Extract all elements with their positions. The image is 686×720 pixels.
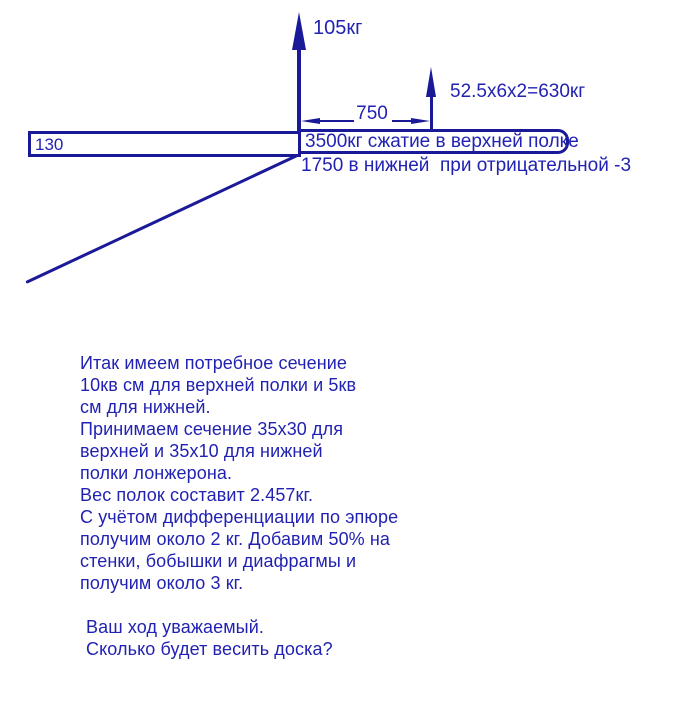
dimension-line-segment [318,120,354,122]
note-line: стенки, бобышки и диафрагмы и [80,551,357,571]
note-line: Итак имеем потребное сечение [80,353,347,373]
below-beam-label: 1750 в нижней при отрицательной -3 [301,155,632,176]
main-force-label: 105кг [313,17,363,39]
closing-line: Сколько будет весить доска? [86,639,333,659]
note-line: получим около 3 кг. [80,573,244,593]
note-line: см для нижней. [80,397,211,417]
note-line: Вес полок составит 2.457кг. [80,485,314,505]
dimension-label: 750 [356,103,388,124]
beam-left-section [28,131,301,157]
dimension-arrow-right-icon [411,118,430,124]
note-line: С учётом дифференциации по эпюре [80,507,399,527]
note-line: верхней и 35х10 для нижней [80,441,323,461]
closing-question [86,616,333,660]
note-line: полки лонжерона. [80,463,233,483]
load-arrow-shaft [430,94,433,131]
note-line: получим около 2 кг. Добавим 50% на [80,529,391,549]
note-line: Принимаем сечение 35х30 для [80,419,344,439]
beam-left-label: 130 [35,135,64,154]
closing-line: Ваш ход уважаемый. [86,617,264,637]
note-line: 10кв см для верхней полки и 5кв [80,375,357,395]
diagonal-line [25,154,298,284]
up-arrowhead-icon [426,67,436,97]
distributed-load-label: 52.5х6х2=630кг [450,81,586,102]
beam-right-section [298,129,579,154]
up-arrowhead-icon [292,12,306,50]
notes-paragraph [80,352,398,594]
beam-right-label: 3500кг сжатие в верхней полке [305,131,579,152]
